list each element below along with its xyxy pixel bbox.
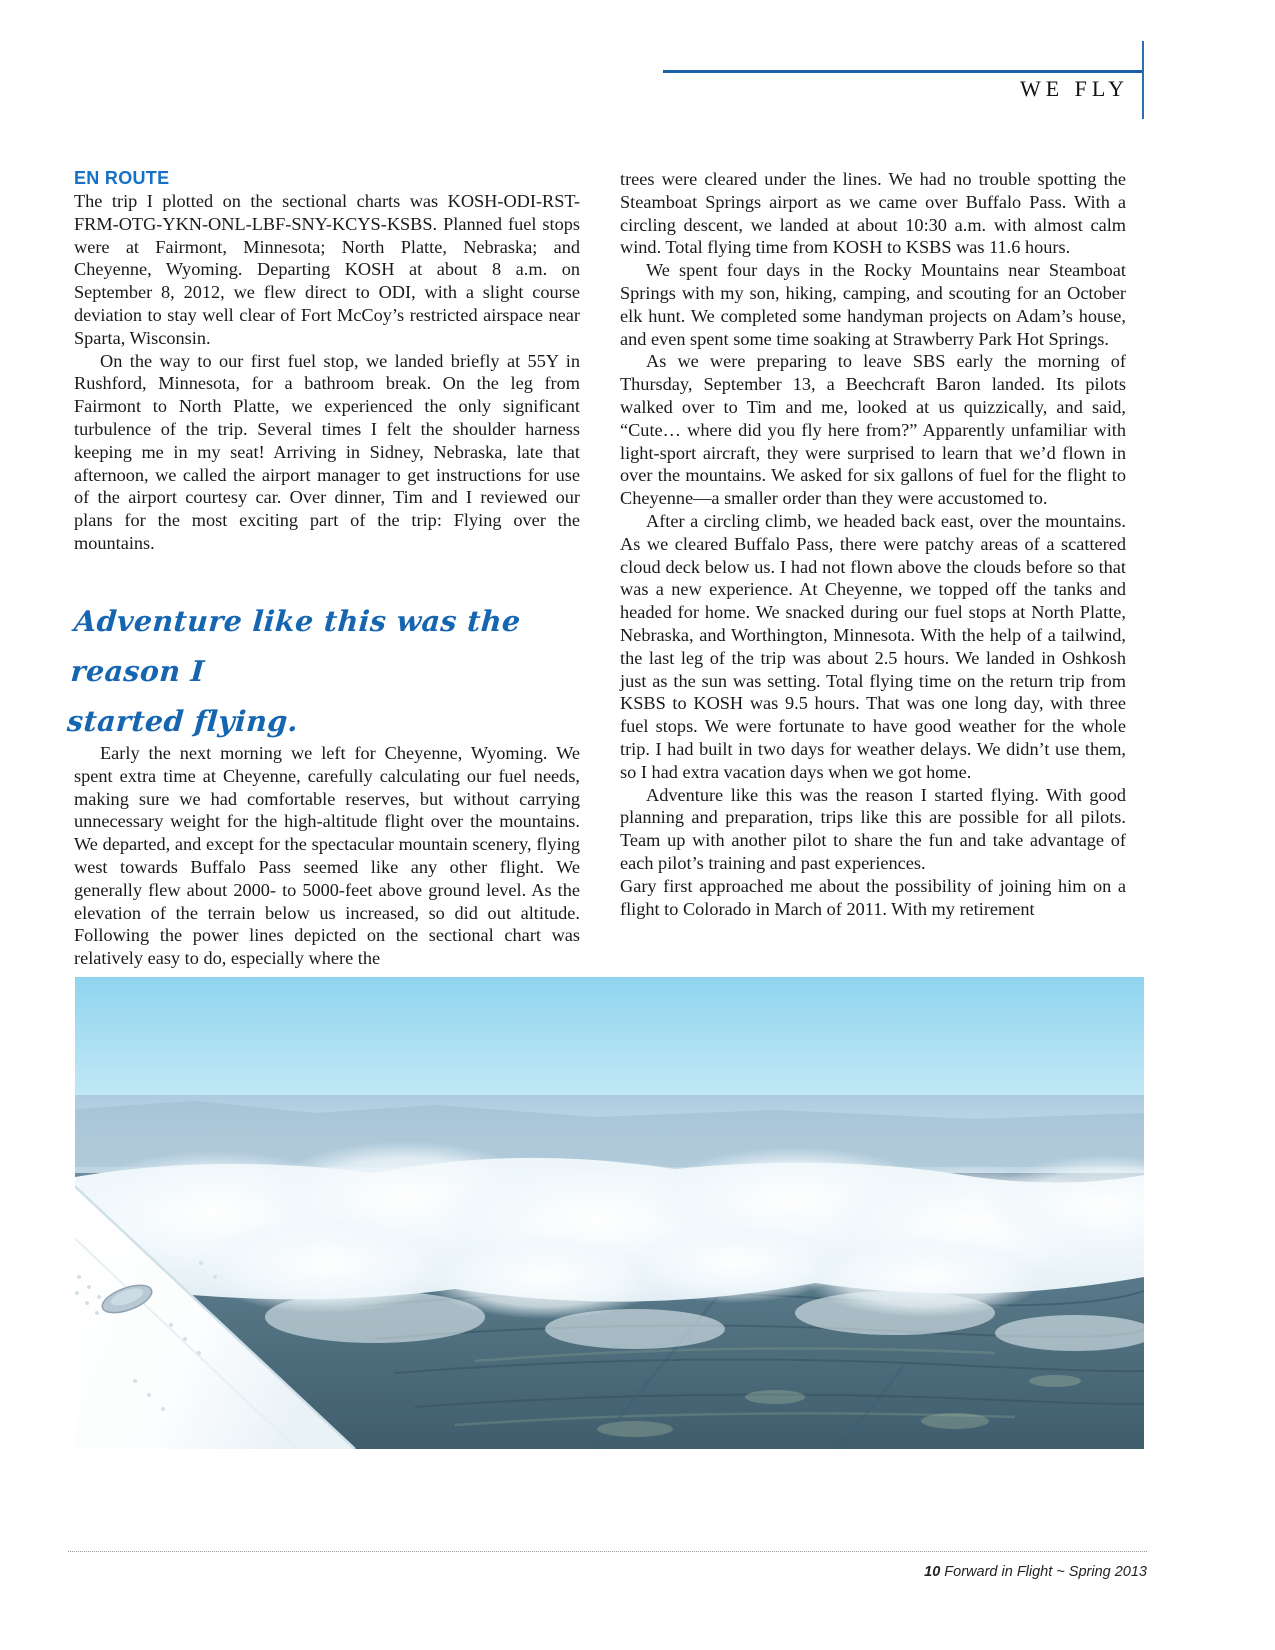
paragraph: After a circling climb, we headed back east, over the mountains. As we cleared Buffalo Pass, there were patchy areas of a scattered cloud deck below us. I had not flown above the clouds before so that was a new experience. At Cheyenne, we topped off the tanks and headed for home. We snacked during our fuel stops at North Platte, Nebraska, and Worthington, Minnesota. With the help of a tailwind, the last leg of the trip was about 2.5 hours. We landed in Oshkosh just as the sun was setting. Total flying time on the return trip from KSBS to KOSH was 9.5 hours. That was one long day, with three fuel stops. We were fortunate to have good weather for the whole trip. I had built in two days for weather delays. We didn’t use them, so I had extra vacation days when we got home. [620,510,1126,782]
paragraph: Early the next morning we left for Cheyenne, Wyoming. We spent extra time at Cheyenne, carefully calculating our fuel needs, making sure we had comfortable reserves, but without carrying unnecessary weight for the high-altitude flight over the mountains. We departed, and except for the spectacular mountain scenery, flying west towards Buffalo Pass seemed like any other flight. We generally flew about 2000- to 5000-feet above ground level. As the elevation of the terrain below us increased, so did out altitude. Following the power lines depicted on the sectional chart was relatively easy to do, especially where the [74,743,580,969]
page-number: 10 [924,1564,941,1580]
paragraph: Gary first approached me about the possibility of joining him on a flight to Colorado in March of 2011. With my retirement [620,875,1126,919]
aerial-photo [75,977,1144,1449]
pull-quote-line-2: started flying. [66,704,300,738]
paragraph: On the way to our first fuel stop, we landed briefly at 55Y in Rushford, Minnesota, for a bathroom break. On the leg from Fairmont to North Platte, we experienced the only significant turbulence of the trip. Several times I felt the shoulder harness keeping me in my seat! Arriving in Sidney, Nebraska, late that afternoon, we called the airport manager to get instructions for use of the airport courtesy car. Over dinner, Tim and I reviewed our plans for the most exciting part of the trip: Flying over the mountains. [74,350,580,553]
paragraph: As we were preparing to leave SBS early the morning of Thursday, September 13, a Beechcraft Baron landed. Its pilots walked over to Tim and me, looked at us quizzically, and said, “Cute… where did you fly here from?” Apparently unfamiliar with light-sport aircraft, they were surprised to learn that we’d flown in over the mountains. We asked for six gallons of fuel for the flight to Cheyenne—a smaller order than they were accustomed to. [620,351,1126,509]
page-title: WE FLY [1019,76,1129,101]
footer-divider [68,1551,1147,1552]
left-column-continued [74,742,580,970]
section-heading-en-route: EN ROUTE [74,168,170,188]
header-vertical-rule [1142,41,1144,119]
paragraph: Adventure like this was the reason I started flying. With good planning and preparation, trips like this are possible for all pilots. Team up with another pilot to share the fun and take advantage of each pilot’s training and past experiences. [620,784,1126,873]
paragraph: The trip I plotted on the sectional charts was KOSH-ODI-RST-FRM-OTG-YKN-ONL-LBF-SNY-KCYS-KSBS. Planned fuel stops were at Fairmont, Minnesota; North Platte, Nebraska; and Cheyenne, Wyoming. Departing KOSH at about 8 a.m. on September 8, 2012, we flew direct to ODI, with a slight course deviation to stay well clear of Fort McCoy’s restricted airspace near Sparta, Wisconsin. [74,191,580,348]
paragraph: trees were cleared under the lines. We had no trouble spotting the Steamboat Springs airport as we came over Buffalo Pass. With a circling descent, we landed at about 10:30 a.m. with almost calm wind. Total flying time from KOSH to KSBS was 11.6 hours. [620,169,1126,258]
paragraph: We spent four days in the Rocky Mountains near Steamboat Springs with my son, hiking, camping, and scouting for an October elk hunt. We completed some handyman projects on Adam’s house, and even spent some time soaking at Strawberry Park Hot Springs. [620,260,1126,349]
aerial-photo-image [75,977,1144,1449]
header-horizontal-rule [663,70,1144,73]
pull-quote [66,596,581,746]
page-header [0,0,1275,150]
publication-name: Forward in Flight ~ Spring 2013 [944,1564,1147,1580]
left-column [74,168,580,555]
right-column [620,168,1126,920]
pull-quote-line-1: Adventure like this was the reason I [69,604,522,688]
footer [647,1564,1147,1580]
